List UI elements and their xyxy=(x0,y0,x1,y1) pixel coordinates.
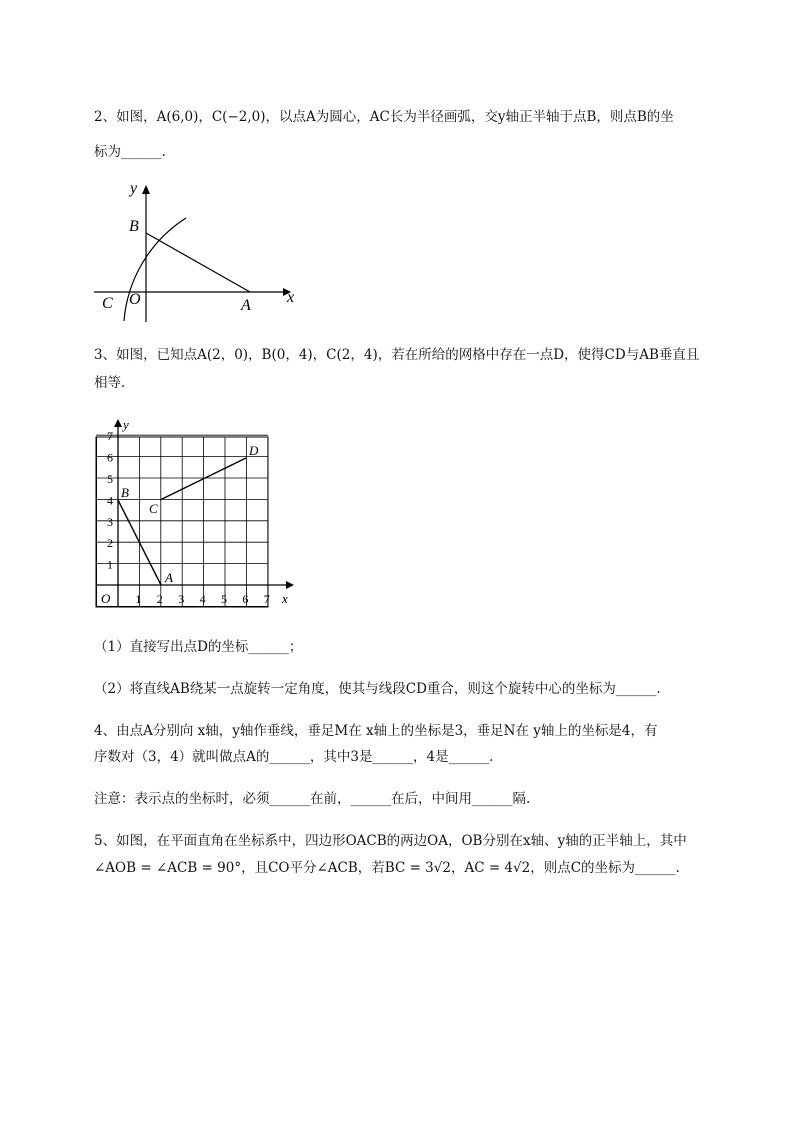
x-tick-label: 7 xyxy=(263,592,270,606)
x-tick-label: 4 xyxy=(199,592,206,606)
y-tick-label: 7 xyxy=(107,429,113,444)
q3-y-arrow xyxy=(114,419,122,427)
q3-point-C: C xyxy=(149,501,158,516)
y-tick-label: 3 xyxy=(107,514,113,529)
q3-origin-label: O xyxy=(101,591,111,606)
q3-point-B: B xyxy=(121,485,129,500)
x-tick-label: 5 xyxy=(221,592,227,606)
q2-segment-BA xyxy=(146,233,250,292)
q5-line1: 5、如图，在平面直角在坐标系中，四边形OACB的两边OA，OB分别在x轴、y轴的正半轴上，其中 xyxy=(94,833,687,849)
q4-line1: 4、由点A分别向 x轴，y轴作垂线，垂足M在 x轴上的坐标是3，垂足N在 y轴上的坐标是4，有 xyxy=(94,723,658,739)
q3-line2: 相等． xyxy=(94,375,135,391)
x-tick-label: 1 xyxy=(135,592,142,606)
y-tick-label: 1 xyxy=(107,557,113,572)
q3-x-label: x xyxy=(282,591,288,606)
note-line: 注意：表示点的坐标时，必须______在前，______在后，中间用______隔. xyxy=(94,791,531,807)
q3-point-D: D xyxy=(249,443,259,458)
q2-label-O: O xyxy=(129,291,141,308)
q3-x-arrow xyxy=(286,581,294,589)
q2-figure xyxy=(88,178,308,328)
q2-label-B: B xyxy=(129,218,139,235)
q3-sub1: （1）直接写出点D的坐标______； xyxy=(94,639,303,655)
y-tick-label: 4 xyxy=(107,493,113,508)
q2-line1: 2、如图，A(6,0)，C(−2,0)，以点A为圆心，AC长为半径画弧，交y轴正半轴于点B，则点B的坐 xyxy=(94,109,674,125)
q2-x-label: x xyxy=(287,289,295,306)
q5-line2: ∠AOB = ∠ACB = 90°，且CO平分∠ACB，若BC = 3√2，AC = 4√2，则点C的坐标为______. xyxy=(94,860,680,876)
q2-y-arrow xyxy=(142,185,150,194)
y-tick-label: 6 xyxy=(107,450,113,465)
q2-y-label: y xyxy=(130,180,138,197)
q3-sub2: （2）将直线AB绕某一点旋转一定角度，使其与线段CD重合，则这个旋转中心的坐标为______. xyxy=(94,681,661,697)
q4-line2: 序数对（3，4）就叫做点A的______，其中3是______，4是______. xyxy=(94,749,494,765)
q2-label-C: C xyxy=(102,295,113,312)
q3-grid-figure xyxy=(92,415,302,615)
y-tick-label: 2 xyxy=(107,536,113,551)
q3-tick-labels xyxy=(107,429,270,606)
q3-gridlines xyxy=(96,435,268,607)
q3-point-A: A xyxy=(165,570,173,585)
q3-line1: 3、如图，已知点A(2，0)，B(0，4)，C(2，4)，若在所给的网格中存在一点D，使得CD与AB垂直且 xyxy=(94,347,700,363)
x-tick-label: 6 xyxy=(242,592,249,606)
q2-label-A: A xyxy=(241,297,251,314)
y-tick-label: 5 xyxy=(107,472,113,486)
q2-line2: 标为______. xyxy=(94,144,166,160)
x-tick-label: 3 xyxy=(178,592,185,606)
x-tick-label: 2 xyxy=(156,592,163,606)
q3-y-label: y xyxy=(123,417,129,432)
q3-segment-CD xyxy=(160,458,246,500)
